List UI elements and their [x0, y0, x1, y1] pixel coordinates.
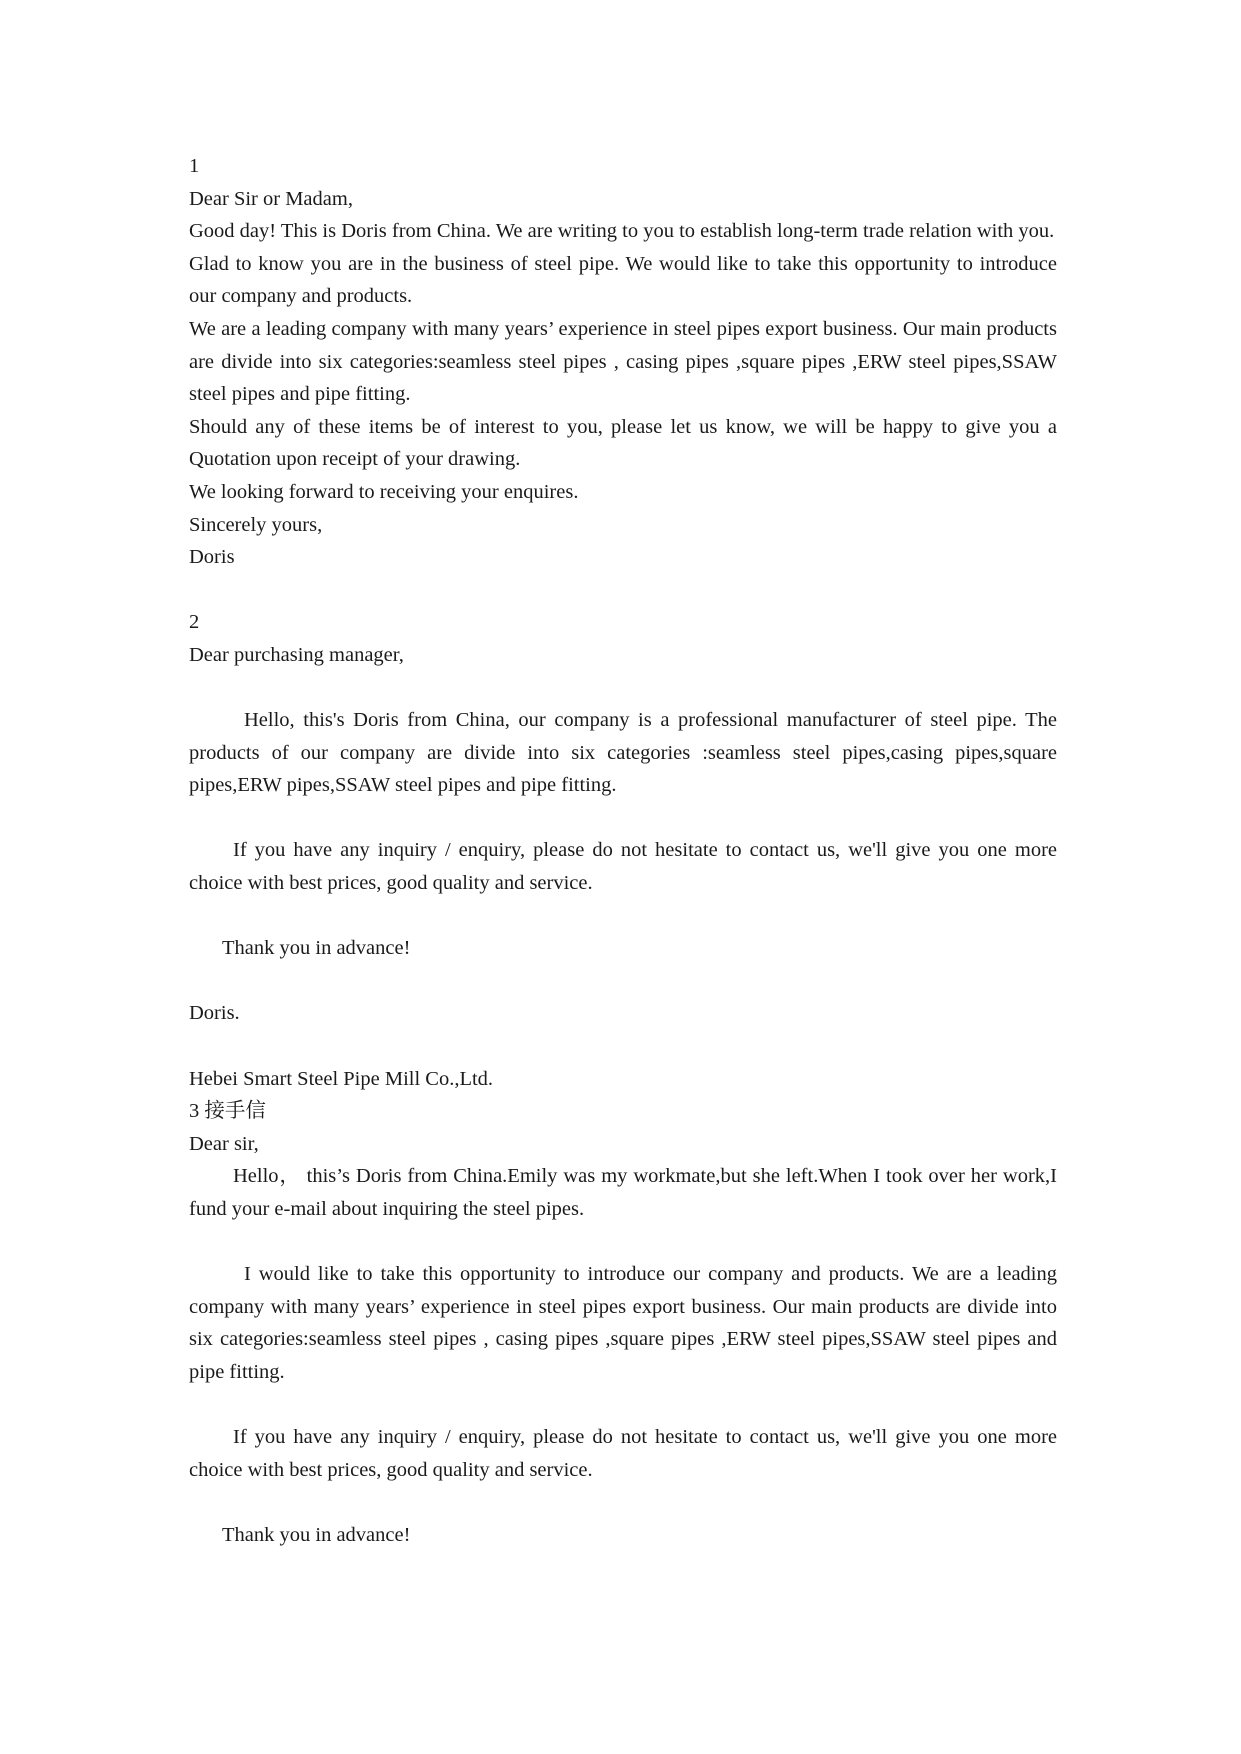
letter-1	[189, 150, 1057, 574]
letter-number: 3 接手信	[189, 1100, 266, 1123]
spacer	[189, 1226, 1057, 1259]
letter-number: 1	[189, 155, 200, 177]
spacer	[189, 672, 1057, 705]
paragraph: We are a leading company with many years’ experience in steel pipes export business. Our main products are divide into six categories:seamless steel pipes , casing pipes ,square pipes ,ERW steel pipes,SSAW steel pipes and pipe fitting.	[189, 317, 1057, 406]
paragraph: We looking forward to receiving your enquires.	[189, 480, 579, 503]
spacer	[189, 1389, 1057, 1422]
paragraph: Should any of these items be of interest to you, please let us know, we will be happy to give you a Quotation upon receipt of your drawing.	[189, 415, 1057, 471]
paragraph: If you have any inquiry / enquiry, please do not hesitate to contact us, we'll give you one more choice with best prices, good quality and service.	[189, 839, 1057, 895]
greeting: Dear purchasing manager,	[189, 643, 404, 666]
greeting: Dear sir,	[189, 1132, 259, 1155]
paragraph: Hello， this’s Doris from China.Emily was my workmate,but she left.When I took over her work,I fund your e-mail about inquiring the steel pipes.	[189, 1165, 1057, 1220]
closing: Sincerely yours,	[189, 513, 323, 536]
spacer	[189, 900, 1057, 933]
letter-number: 2	[189, 611, 200, 634]
spacer	[189, 1486, 1057, 1519]
paragraph: Glad to know you are in the business of steel pipe. We would like to take this opportunity to introduce our company and products.	[189, 252, 1057, 308]
paragraph: Good day! This is Doris from China. We are writing to you to establish long-term trade relation with you.	[189, 220, 1055, 243]
document-page	[189, 150, 1057, 1552]
paragraph: I would like to take this opportunity to introduce our company and products. We are a leading company with many years’ experience in steel pipes export business. Our main products are divide into six categories:seamless steel pipes , casing pipes ,square pipes ,ERW steel pipes,SSAW steel pipes and pipe fitting.	[189, 1263, 1057, 1383]
paragraph: Hello, this's Doris from China, our company is a professional manufacturer of steel pipe. The products of our company are divide into six categories :seamless steel pipes,casing pipes,square pipes,ERW pipes,SSAW steel pipes and pipe fitting.	[189, 709, 1057, 797]
closing: Thank you in advance!	[222, 937, 411, 960]
spacer	[189, 965, 1057, 998]
greeting: Dear Sir or Madam,	[189, 187, 353, 210]
spacer	[189, 802, 1057, 835]
spacer	[189, 1030, 1057, 1063]
spacer	[189, 574, 1057, 607]
letter-3	[189, 1095, 1057, 1551]
paragraph: If you have any inquiry / enquiry, please do not hesitate to contact us, we'll give you one more choice with best prices, good quality and service.	[189, 1426, 1057, 1481]
closing: Thank you in advance!	[222, 1523, 411, 1546]
letter-2	[189, 606, 1057, 1095]
signature: Doris	[189, 546, 235, 569]
signature: Doris.	[189, 1002, 240, 1025]
company-name: Hebei Smart Steel Pipe Mill Co.,Ltd.	[189, 1067, 494, 1090]
